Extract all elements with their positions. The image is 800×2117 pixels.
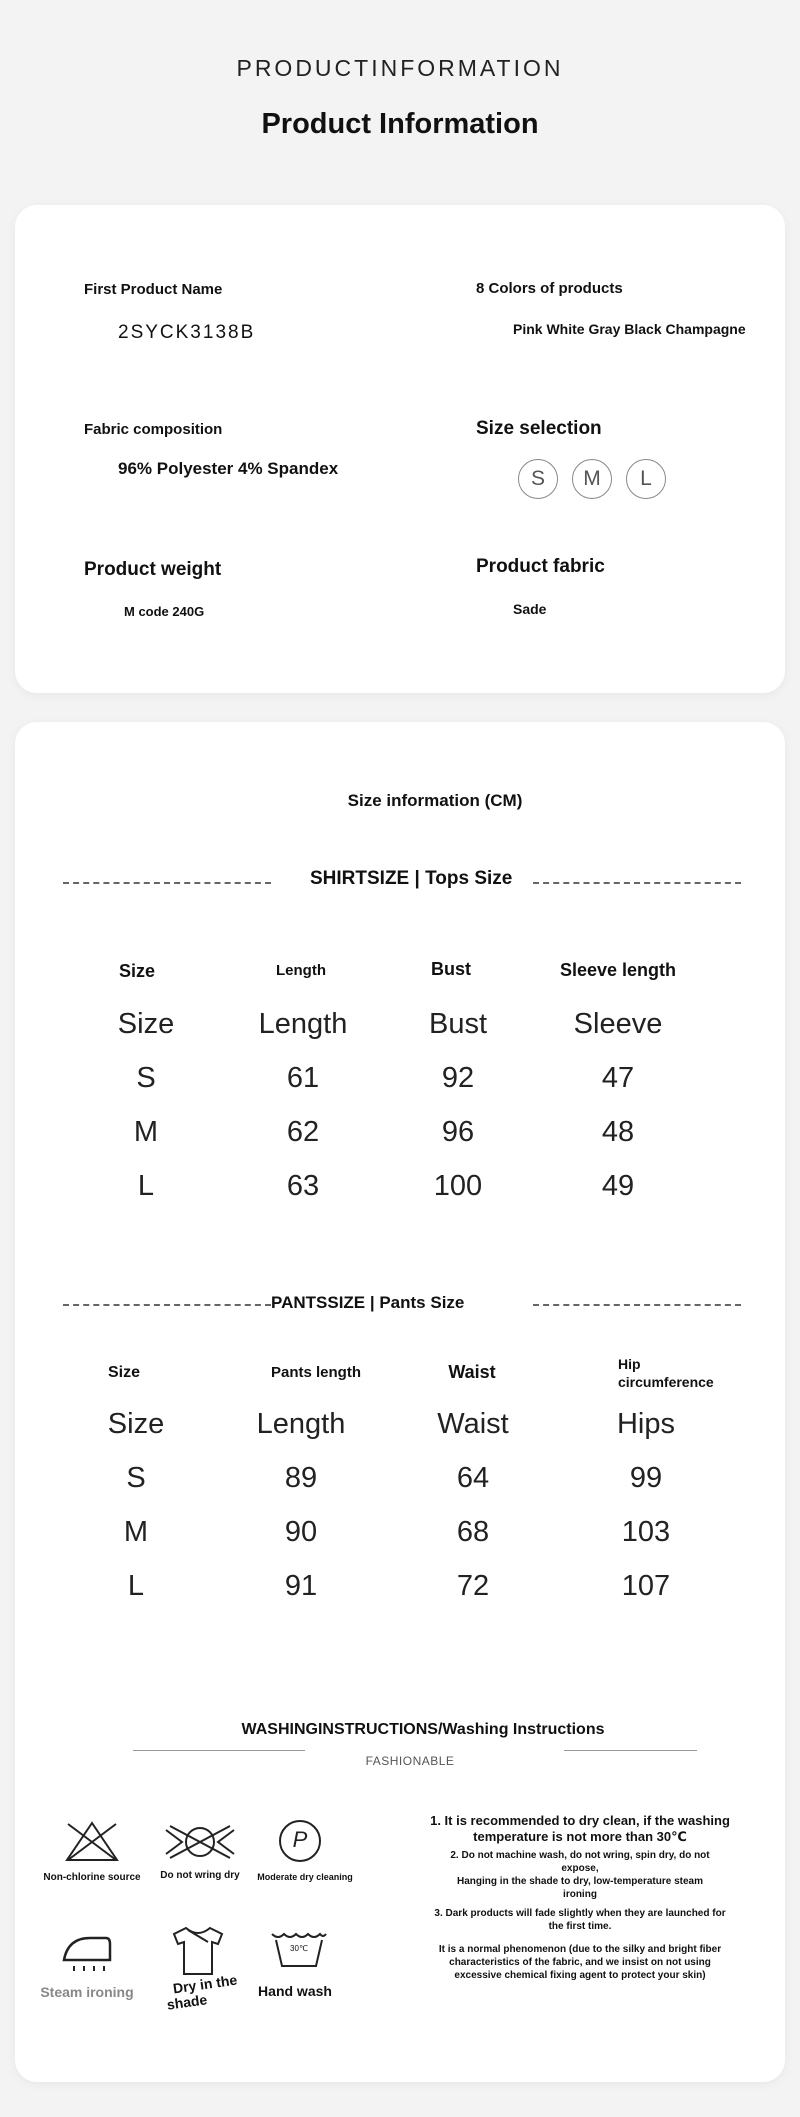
pants-header-pants-length: Pants length	[271, 1364, 362, 1381]
pants-cell: Size	[107, 1408, 165, 1440]
pants-cell: 89	[284, 1462, 318, 1494]
shirt-header-length: Length	[276, 962, 326, 979]
pants-cell: 91	[284, 1570, 318, 1602]
dry-clean-caption: Moderate dry cleaning	[257, 1872, 353, 1882]
size-selection-label: Size selection	[476, 418, 602, 439]
note-1-line-1: 1. It is recommended to dry clean, if the washing	[430, 1813, 730, 1828]
size-option-m[interactable]: M	[572, 459, 612, 499]
shirt-cell: Length	[258, 1008, 348, 1040]
note-4-line-2: characteristics of the fabric, and we insist on not using	[449, 1957, 711, 1968]
shirt-size-title: SHIRTSIZE | Tops Size	[310, 868, 513, 889]
note-2-line-1: 2. Do not machine wash, do not wring, spin dry, do not	[450, 1850, 710, 1861]
pants-cell: 72	[456, 1570, 490, 1602]
pants-cell: 64	[456, 1462, 490, 1494]
shirt-cell: 62	[286, 1116, 320, 1148]
no-wring-icon	[160, 1822, 240, 1862]
pants-cell: Hips	[616, 1408, 675, 1440]
no-bleach-icon	[64, 1820, 120, 1864]
shirt-cell: M	[133, 1116, 159, 1148]
hand-wash-caption: Hand wash	[258, 1983, 332, 1999]
colors-value: Pink White Gray Black Champagne	[513, 321, 746, 337]
no-bleach-caption: Non-chlorine source	[43, 1872, 141, 1883]
pants-cell: M	[123, 1516, 149, 1548]
dry-shade-caption-1: Dry in the	[171, 1971, 239, 1997]
pants-divider-right	[533, 1304, 741, 1306]
product-fabric-value: Sade	[513, 601, 547, 617]
shirt-cell: Bust	[428, 1008, 488, 1040]
shirt-header-bust: Bust	[431, 959, 471, 979]
steam-iron-caption: Steam ironing	[40, 1984, 134, 2000]
pants-divider-left	[63, 1304, 271, 1306]
shirt-cell: 47	[601, 1062, 635, 1094]
note-3-line-1: 3. Dark products will fade slightly when they are launched for	[434, 1908, 726, 1919]
pants-cell: Length	[256, 1408, 346, 1440]
pants-size-title: PANTSSIZE | Pants Size	[271, 1293, 465, 1312]
header-english-title: PRODUCTINFORMATION	[236, 55, 564, 81]
fabric-composition-label: Fabric composition	[84, 421, 223, 438]
pants-cell: 90	[284, 1516, 318, 1548]
hand-wash-temp: 30℃	[290, 1944, 308, 1953]
shirt-cell: Size	[117, 1008, 175, 1040]
size-option-s[interactable]: S	[518, 459, 558, 499]
shirt-cell: 61	[286, 1062, 320, 1094]
product-weight-value: M code 240G	[124, 604, 205, 619]
no-wring-caption: Do not wring dry	[160, 1870, 240, 1881]
note-3-line-2: the first time.	[548, 1921, 612, 1932]
pants-cell: 107	[621, 1570, 671, 1602]
note-2-line-2: expose,	[561, 1863, 599, 1874]
pants-header-waist: Waist	[448, 1362, 496, 1382]
pants-cell: 99	[629, 1462, 663, 1494]
shirt-divider-right	[533, 882, 741, 884]
note-4-line-1: It is a normal phenomenon (due to the silky and bright fiber	[438, 1944, 722, 1955]
shirt-cell: L	[137, 1170, 155, 1202]
note-1-line-2: temperature is not more than 30℃	[473, 1829, 687, 1844]
pants-header-circumference: circumference	[618, 1374, 714, 1390]
dry-shade-caption-2: shade	[165, 1991, 209, 2013]
size-info-title: Size information (CM)	[347, 791, 523, 810]
pants-cell: L	[127, 1570, 145, 1602]
shirt-cell: 49	[601, 1170, 635, 1202]
first-product-name-value: 2SYCK3138B	[118, 322, 256, 343]
dry-clean-p-symbol: P	[292, 1827, 308, 1852]
shirt-cell: S	[136, 1062, 156, 1094]
shirt-cell: 63	[286, 1170, 320, 1202]
pants-cell: 68	[456, 1516, 490, 1548]
washing-subtitle: FASHIONABLE	[365, 1754, 455, 1768]
washing-line-left	[133, 1750, 305, 1751]
note-4-line-3: excessive chemical fixing agent to protect your skin)	[454, 1970, 706, 1981]
note-2-line-3: Hanging in the shade to dry, low-temperature steam	[457, 1876, 703, 1887]
shirt-cell: Sleeve	[573, 1008, 663, 1040]
shirt-cell: 92	[441, 1062, 475, 1094]
colors-label: 8 Colors of products	[476, 280, 623, 297]
shirt-header-size: Size	[118, 961, 156, 981]
washing-line-right	[564, 1750, 697, 1751]
pants-cell: 103	[621, 1516, 671, 1548]
fabric-composition-value: 96% Polyester 4% Spandex	[118, 459, 339, 478]
product-fabric-label: Product fabric	[476, 556, 605, 577]
size-option-l[interactable]: L	[626, 459, 666, 499]
shirt-cell: 100	[433, 1170, 483, 1202]
pants-header-size: Size	[108, 1364, 141, 1381]
dry-shade-icon	[170, 1924, 226, 1978]
steam-iron-icon	[60, 1928, 116, 1974]
page-title: Product Information	[261, 108, 539, 140]
note-2-line-4: ironing	[563, 1889, 597, 1900]
washing-notes	[405, 1813, 755, 1982]
washing-title: WASHINGINSTRUCTIONS/Washing Instructions	[241, 1721, 605, 1738]
shirt-divider-left	[63, 882, 271, 884]
shirt-cell: 48	[601, 1116, 635, 1148]
shirt-header-sleeve-length: Sleeve length	[559, 960, 677, 980]
pants-cell: S	[126, 1462, 146, 1494]
first-product-name-label: First Product Name	[84, 281, 223, 298]
shirt-cell: 96	[441, 1116, 475, 1148]
product-weight-label: Product weight	[84, 559, 222, 580]
pants-header-hip: Hip	[618, 1356, 641, 1372]
pants-cell: Waist	[437, 1408, 509, 1440]
product-info-card	[15, 205, 785, 693]
